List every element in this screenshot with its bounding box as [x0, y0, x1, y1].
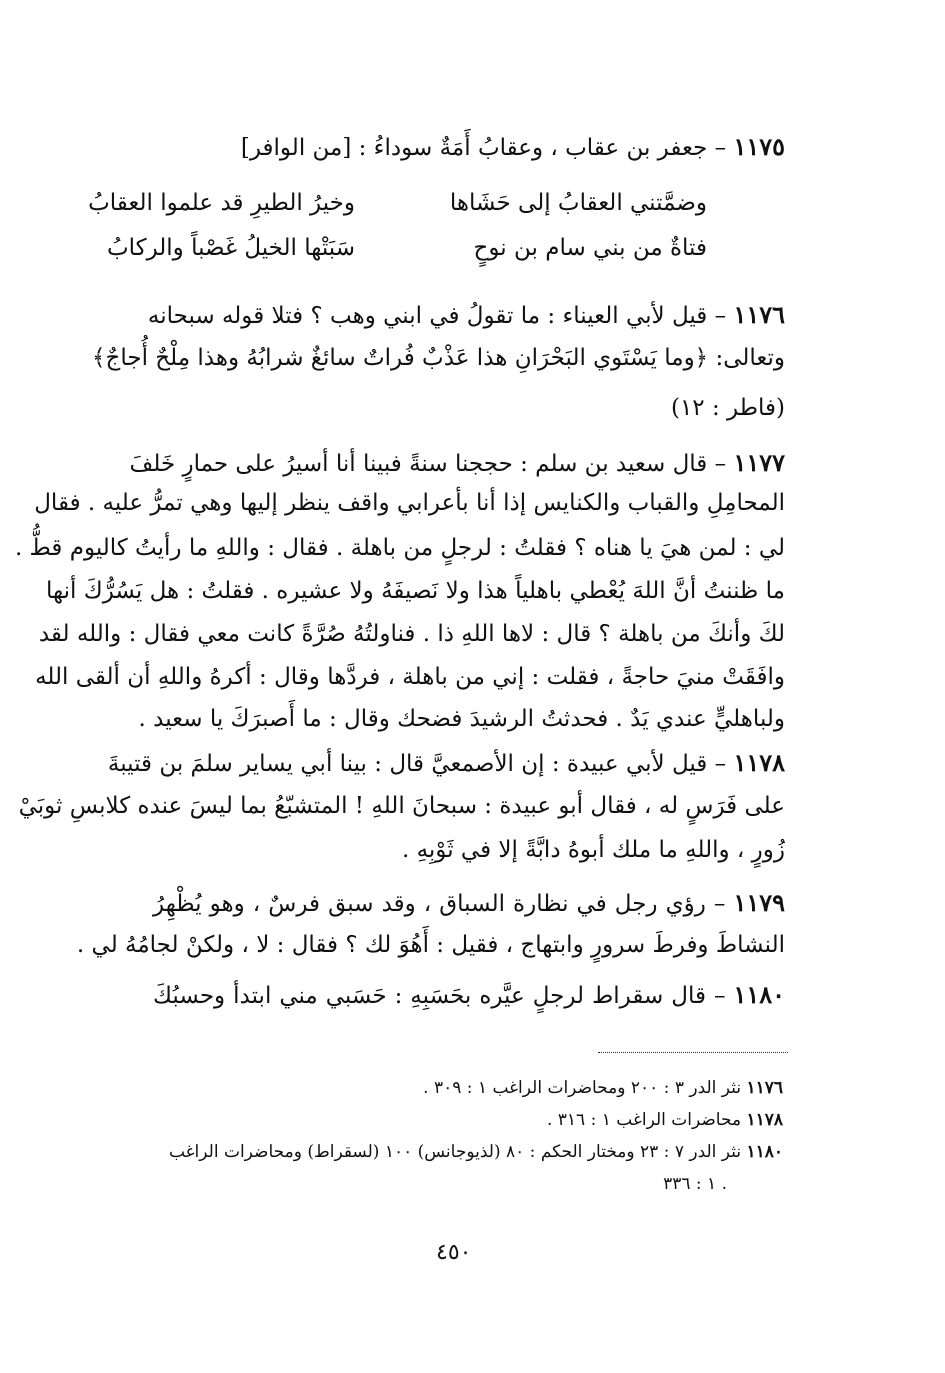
- entry-text: – رؤي رجل في نظارة السباق ، وقد سبق فرسٌ ، وهو يُظْهِرُ: [153, 891, 726, 917]
- entry-text: – قال سعيد بن سلم : حججنا سنةً فبينا أنا أسيرُ على حمارٍ خَلفَ: [129, 451, 727, 477]
- verse-1-second-hemistich: وخيرُ الطيرِ قد علموا العقابُ: [88, 190, 355, 216]
- entry-1177-line-4: ما ظننتُ أنَّ اللهَ يُعْطي باهلياً هذا ولا نَصيفَهُ ولا عشيره . فقلتُ : هل يَسُرُّكَ أنها: [46, 578, 785, 604]
- entry-1176-line-1: [147, 300, 785, 329]
- entry-1178-line-3: زُورٍ ، واللهِ ما ملك أبوهُ دابَّةً إلا في ثَوْبِهِ .: [401, 837, 785, 863]
- footnote-text: محاضرات الراغب ١ : ٣١٦ .: [546, 1110, 742, 1130]
- entry-1177-line-1: [129, 448, 785, 477]
- verse-2-first-hemistich: فتاةٌ من بني سام بن نوحٍ: [473, 235, 707, 261]
- entry-1180-line-1: [153, 980, 785, 1009]
- entry-number: ١١٧٥: [733, 132, 785, 161]
- entry-1176-line-3: (فاطر : ١٢): [670, 395, 785, 421]
- page-number: ٤٥٠: [436, 1240, 472, 1265]
- footnote-text: نثر الدر ٣ : ٢٠٠ ومحاضرات الراغب ١ : ٣٠٩ .: [423, 1078, 742, 1098]
- entry-text: – جعفر بن عقاب ، وعقابُ أَمَةٌ سوداءُ : [من الوافر]: [240, 135, 727, 161]
- footnote-text: نثر الدر ٧ : ٢٣ ومختار الحكم : ٨٠ (لذيوجانس) ١٠٠ (لسقراط) ومحاضرات الراغب: [168, 1142, 742, 1162]
- entry-1177-line-5: لكَ وأنكَ من باهلة ؟ قال : لاها اللهِ ذا . فناولتُهُ صُرَّةً كانت معي فقال : والله لقد: [38, 621, 785, 647]
- entry-1177-line-7: ولباهليٍّ عندي يَدٌ . فحدثتُ الرشيدَ فضحك وقال : ما أَصبرَكَ يا سعيد .: [138, 706, 785, 732]
- verse-2-second-hemistich: سَبَتْها الخيلُ غَصْباً والركابُ: [106, 235, 355, 261]
- entry-1177-line-6: وافَقَتْ منيَ حاجةً ، فقلت : إني من باهلة ، فردَّها وقال : أكرهُ واللهِ أن ألقى الله: [35, 664, 785, 690]
- entry-number: ١١٧٦: [733, 300, 785, 329]
- entry-1177-line-3: لي : لمن هيَ يا هناه ؟ فقلتُ : لرجلٍ من باهلة . فقال : واللهِ ما رأيتُ كاليوم قطُّ .: [14, 535, 785, 561]
- entry-1175-heading: [241, 132, 785, 161]
- entry-text: – قال سقراط لرجلٍ عيَّره بحَسَبِهِ : حَسَبي مني ابتدأ وحسبُكَ: [153, 983, 726, 1009]
- footnote-number: ١١٧٦: [746, 1078, 783, 1098]
- entry-text: – قيل لأبي العيناء : ما تقولُ في ابني وهب ؟ فتلا قوله سبحانه: [147, 303, 727, 329]
- entry-number: ١١٧٧: [733, 448, 785, 477]
- entry-number: ١١٧٨: [733, 748, 785, 777]
- footnote-1176: [423, 1078, 783, 1098]
- entry-1178-line-2: على فَرَسٍ له ، فقال أبو عبيدة : سبحانَ اللهِ ! المتشبّعُ بما ليسَ عنده كلابسِ ثوبَيْ: [18, 793, 785, 819]
- footnote-divider: [598, 1052, 788, 1053]
- footnote-number: ١١٨٠: [746, 1142, 783, 1162]
- entry-1177-line-2: المحامِلِ والقباب والكنايس إذا أنا بأعرابي واقف ينظر إليها وهي تمرُّ عليه . فقال: [34, 490, 785, 516]
- footnote-1180-continuation: ١ : ٣٣٦ .: [663, 1174, 727, 1194]
- entry-1178-line-1: [107, 748, 785, 777]
- entry-1179-line-1: [153, 888, 785, 917]
- entry-number: ١١٨٠: [733, 980, 785, 1009]
- footnote-1178: [547, 1110, 783, 1130]
- entry-text: – قيل لأبي عبيدة : إن الأصمعيَّ قال : بينا أبي يساير سلمَ بن قتيبةَ: [107, 751, 727, 777]
- entry-1179-line-2: النشاطَ وفرطَ سرورٍ وابتهاج ، فقيل : أَهُوَ لك ؟ فقال : لا ، ولكنْ لجامُهُ لي .: [76, 932, 785, 958]
- footnote-1180: [169, 1142, 783, 1162]
- verse-1-first-hemistich: وضمَّتني العقابُ إلى حَشَاها: [449, 190, 707, 216]
- entry-number: ١١٧٩: [733, 888, 785, 917]
- footnote-number: ١١٧٨: [746, 1110, 783, 1130]
- entry-1176-line-2: وتعالى: ﴿وما يَسْتَوي البَحْرَانِ هذا عَذْبٌ فُراتٌ سائغٌ شرابُهُ وهذا مِلْحٌ أُجاجٌ﴾: [92, 345, 785, 371]
